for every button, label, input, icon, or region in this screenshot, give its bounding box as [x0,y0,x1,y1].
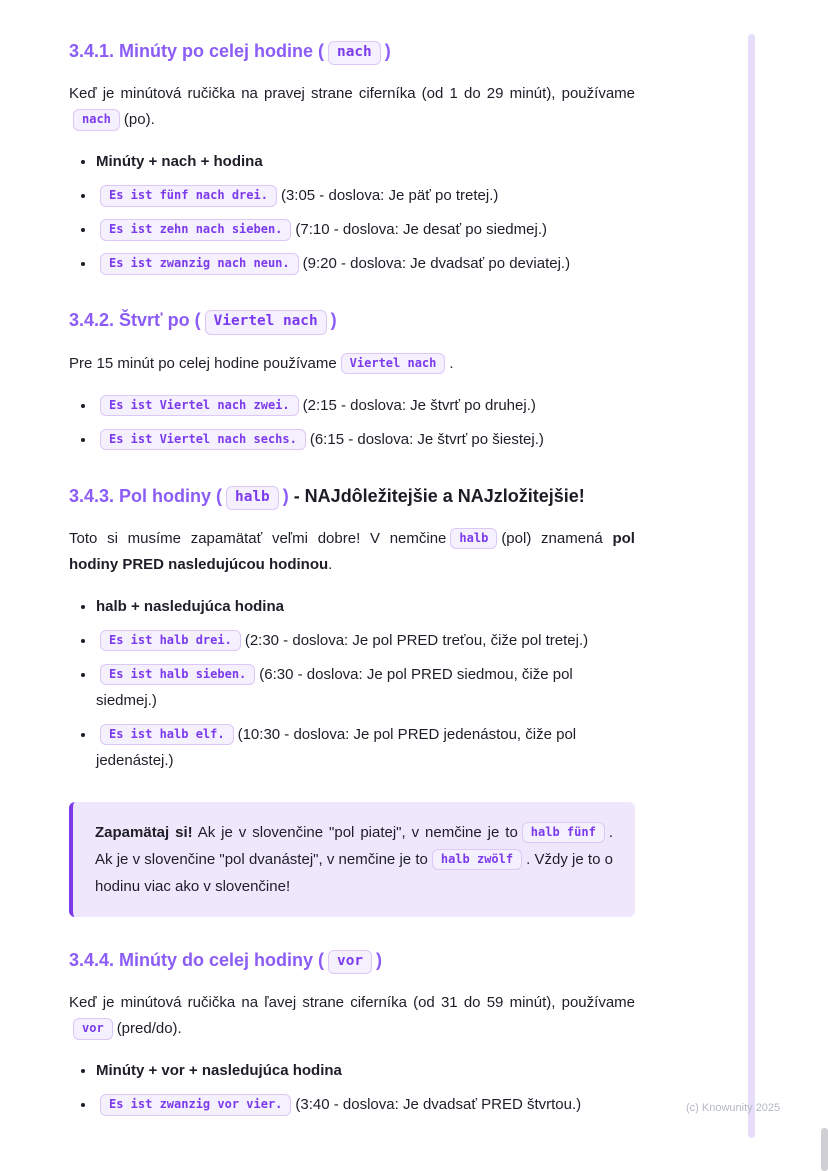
text-segment: ) [282,485,294,506]
section-minutes-before-hour [69,947,635,1118]
inline-code-badge: nach [73,109,120,130]
inline-code-badge: vor [73,1018,113,1039]
section-half-hour [69,483,635,917]
section-heading [69,483,635,510]
list-item [96,393,635,419]
document-content [69,38,635,1118]
text-segment: Keď je minútová ručička na pravej strane ciferníka (od 1 do 29 minút), používame [69,85,635,103]
section-heading [69,307,635,334]
paragraph [69,526,635,578]
inline-code-badge: vor [328,950,372,974]
text-segment: Toto si musíme zapamätať veľmi dobre! V nemčine [69,529,447,547]
text-segment: . Vždy je to o hodinu viac ako v slovenčine! [95,850,613,895]
paragraph [69,351,635,377]
list-item [96,427,635,453]
text-segment: Zapamätaj si! [95,823,193,841]
text-segment: (po). [123,111,155,129]
text-segment: (6:15 - doslova: Je štvrť po šiestej.) [309,430,544,448]
inline-code-badge: halb [450,528,497,549]
list-item [96,662,635,714]
inline-code-badge: Es ist zwanzig nach neun. [100,253,299,274]
inline-code-badge: Es ist zwanzig vor vier. [100,1094,291,1115]
text-segment: 3.4.1. Minúty po celej hodine ( [69,41,325,61]
list-item [96,217,635,243]
list-item [96,1092,635,1118]
inline-code-badge: Es ist Viertel nach sechs. [100,429,306,450]
inline-code-badge: Viertel nach [205,310,327,334]
text-segment: - NAJdôležitejšie a NAJzložitejšie! [293,485,585,506]
list-item [96,594,635,620]
callout-note [69,802,635,917]
text-segment: Minúty + vor + nasledujúca hodina [96,1062,342,1080]
inline-code-badge: halb zwölf [432,849,522,870]
inline-code-badge: halb [226,486,279,510]
inline-code-badge: Es ist halb sieben. [100,664,255,685]
text-segment: ) [376,949,383,970]
text-segment: (3:05 - doslova: Je päť po tretej.) [280,187,499,205]
inline-code-badge: Es ist fünf nach drei. [100,185,277,206]
text-segment: (pol) znamená [501,529,613,547]
inline-code-badge: Viertel nach [341,353,446,374]
text-segment: 3.4.4. Minúty do celej hodiny ( [69,949,325,970]
text-segment: 3.4.2. Štvrť po ( [69,310,201,331]
text-segment: (pred/do). [116,1020,182,1038]
text-segment: halb + nasledujúca hodina [96,597,284,615]
inline-code-badge: Es ist halb elf. [100,724,234,745]
inline-code-badge: Es ist zehn nach sieben. [100,219,291,240]
list-item [96,149,635,175]
list-item [96,628,635,654]
section-quarter-past [69,307,635,452]
text-segment: (2:30 - doslova: Je pol PRED treťou, čiže pol tretej.) [244,631,589,649]
text-segment: (10:30 - doslova: Je pol PRED jedenástou, čiže pol jedenástej.) [96,725,577,769]
inline-code-badge: nach [328,41,381,65]
inline-code-badge: Es ist halb drei. [100,630,241,651]
text-segment: pol hodiny PRED nasledujúcou hodinou [69,529,635,573]
text-segment: ) [384,41,391,61]
text-segment: (7:10 - doslova: Je desať po siedmej.) [295,221,547,239]
list-item [96,183,635,209]
paragraph [69,990,635,1042]
section-heading [69,38,635,65]
text-segment: 3.4.3. Pol hodiny ( [69,485,223,506]
text-segment: Keď je minútová ručička na ľavej strane ciferníka (od 31 do 59 minút), používame [69,994,635,1012]
text-segment: Ak je v slovenčine "pol piatej", v nemčine je to [192,823,518,841]
text-segment: Minúty + nach + hodina [96,153,263,171]
text-segment: . [449,354,454,372]
text-segment: ) [330,310,337,331]
list-item [96,251,635,277]
text-segment: (6:30 - doslova: Je pol PRED siedmou, čiže pol siedmej.) [96,665,573,709]
scrollbar-thumb[interactable] [748,34,755,1138]
text-segment: . Ak je v slovenčine "pol dvanástej", v nemčine je to [95,823,613,868]
text-segment: Pre 15 minút po celej hodine používame [69,354,337,372]
bullet-list [69,149,635,277]
list-item [96,1058,635,1084]
section-minutes-after-hour [69,38,635,277]
bullet-list [69,594,635,774]
inline-code-badge: halb fünf [522,822,605,843]
text-segment: (3:40 - doslova: Je dvadsať PRED štvrtou.) [295,1096,582,1114]
bullet-list [69,1058,635,1118]
text-segment: (9:20 - doslova: Je dvadsať po deviatej.) [302,255,571,273]
paragraph [69,81,635,133]
section-heading [69,947,635,974]
list-item [96,722,635,774]
browser-scrollbar-fragment[interactable] [821,1128,828,1171]
bullet-list [69,393,635,453]
text-segment: (2:15 - doslova: Je štvrť po druhej.) [302,396,536,414]
watermark: (c) Knowunity 2025 [686,1102,781,1114]
text-segment: . [328,555,333,573]
inline-code-badge: Es ist Viertel nach zwei. [100,395,299,416]
